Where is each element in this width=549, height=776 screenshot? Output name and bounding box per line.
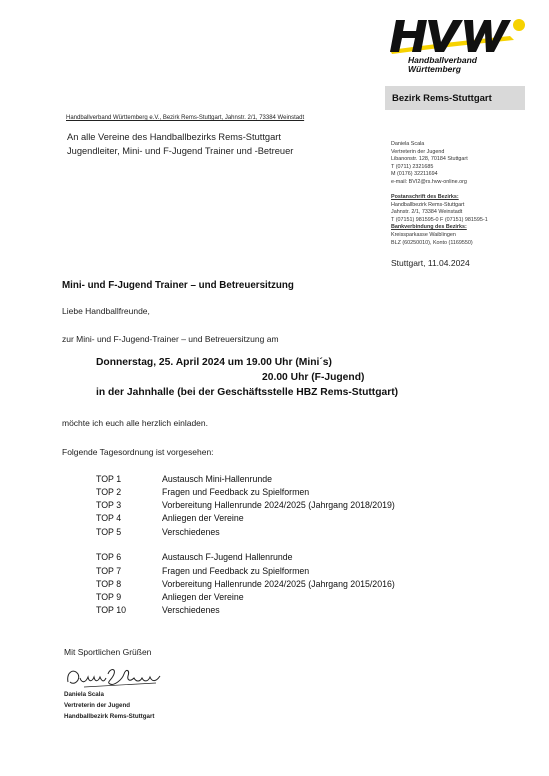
closing: Mit Sportlichen Grüßen [64, 647, 152, 657]
agenda-item: Verschiedenes [162, 605, 220, 615]
event-line-1: Donnerstag, 25. April 2024 um 19.00 Uhr (Mini´s) [96, 357, 332, 368]
contact-block-1 [391, 141, 468, 187]
agenda-num: TOP 10 [96, 605, 126, 615]
logo-subtitle [408, 56, 477, 74]
agenda-num: TOP 2 [96, 487, 122, 497]
contact-mobile: M (0176) 32211694 [391, 171, 438, 178]
invite-text: möchte ich euch alle herzlich einladen. [62, 418, 209, 428]
bezirk-label: Bezirk Rems-Stuttgart [392, 93, 492, 104]
agenda-item: Austausch Mini-Hallenrunde [162, 474, 273, 484]
agenda-num: TOP 3 [96, 500, 122, 510]
post-address: Jahnstr. 2/1, 73384 Weinstadt [391, 209, 463, 216]
addressee-line-1: An alle Vereine des Handballbezirks Rems-Stuttgart [67, 132, 281, 142]
agenda-item: Vorbereitung Hallenrunde 2024/2025 (Jahrgang 2018/2019) [162, 500, 395, 510]
intro-text: zur Mini- und F-Jugend-Trainer – und Betreuersitzung am [62, 334, 279, 344]
agenda-num: TOP 1 [96, 474, 122, 484]
signature-org: Handballbezirk Rems-Stuttgart [64, 713, 155, 720]
contact-role: Vertreterin der Jugend [391, 148, 445, 155]
handwritten-signature [64, 660, 174, 692]
agenda-item: Vorbereitung Hallenrunde 2024/2025 (Jahrgang 2015/2016) [162, 579, 395, 589]
addressee-line-2: Jugendleiter, Mini- und F-Jugend Trainer und -Betreuer [67, 146, 294, 156]
logo-line-1: Handballverband [408, 55, 477, 65]
bank-account: BLZ (60250010), Konto (1169550) [391, 239, 473, 246]
post-name: Handballbezirk Rems-Stuttgart [391, 201, 465, 208]
contact-address: Libanonstr. 128, 70184 Stuttgart [391, 156, 468, 163]
letter-date: Stuttgart, 11.04.2024 [391, 258, 470, 268]
agenda-item: Anliegen der Vereine [162, 513, 244, 523]
agenda-num: TOP 7 [96, 566, 122, 576]
agenda-item: Anliegen der Vereine [162, 592, 244, 602]
contact-block-2 [391, 194, 488, 247]
contact-name: Daniela Scala [391, 141, 425, 147]
agenda-item: Verschiedenes [162, 527, 220, 537]
agenda-num: TOP 5 [96, 527, 122, 537]
greeting: Liebe Handballfreunde, [62, 306, 150, 316]
agenda-item: Austausch F-Jugend Hallenrunde [162, 552, 293, 562]
post-phone: T (07151) 981595-0 F (07151) 981595-1 [391, 216, 488, 223]
sender-line: Handballverband Württemberg e.V., Bezirk Rems-Stuttgart, Jahnstr. 2/1, 73384 Weinstadt [66, 115, 305, 121]
agenda-num: TOP 8 [96, 579, 122, 589]
agenda-item: Fragen und Feedback zu Spielformen [162, 566, 310, 576]
post-heading: Postanschrift des Bezirks: [391, 194, 459, 200]
agenda-num: TOP 9 [96, 592, 122, 602]
agenda-intro: Folgende Tagesordnung ist vorgesehen: [62, 447, 214, 457]
agenda-item: Fragen und Feedback zu Spielformen [162, 487, 310, 497]
event-line-3: in der Jahnhalle (bei der Geschäftsstelle HBZ Rems-Stuttgart) [96, 387, 399, 398]
bank-heading: Bankverbindung des Bezirks: [391, 224, 467, 231]
agenda-num: TOP 6 [96, 552, 122, 562]
event-line-2: 20.00 Uhr (F-Jugend) [262, 372, 365, 383]
logo-line-2: Württemberg [408, 64, 461, 74]
signature-role: Vertreterin der Jugend [64, 702, 131, 709]
bank-name: Kreissparkasse Waiblingen [391, 231, 456, 238]
contact-email: e-mail: BVI2@rs.hvw-online.org [391, 178, 467, 185]
letter-heading: Mini- und F-Jugend Trainer – und Betreuersitzung [62, 280, 294, 291]
signature-name: Daniela Scala [64, 691, 104, 698]
agenda-num: TOP 4 [96, 513, 122, 523]
contact-phone: T (0711) 2321685 [391, 163, 434, 170]
